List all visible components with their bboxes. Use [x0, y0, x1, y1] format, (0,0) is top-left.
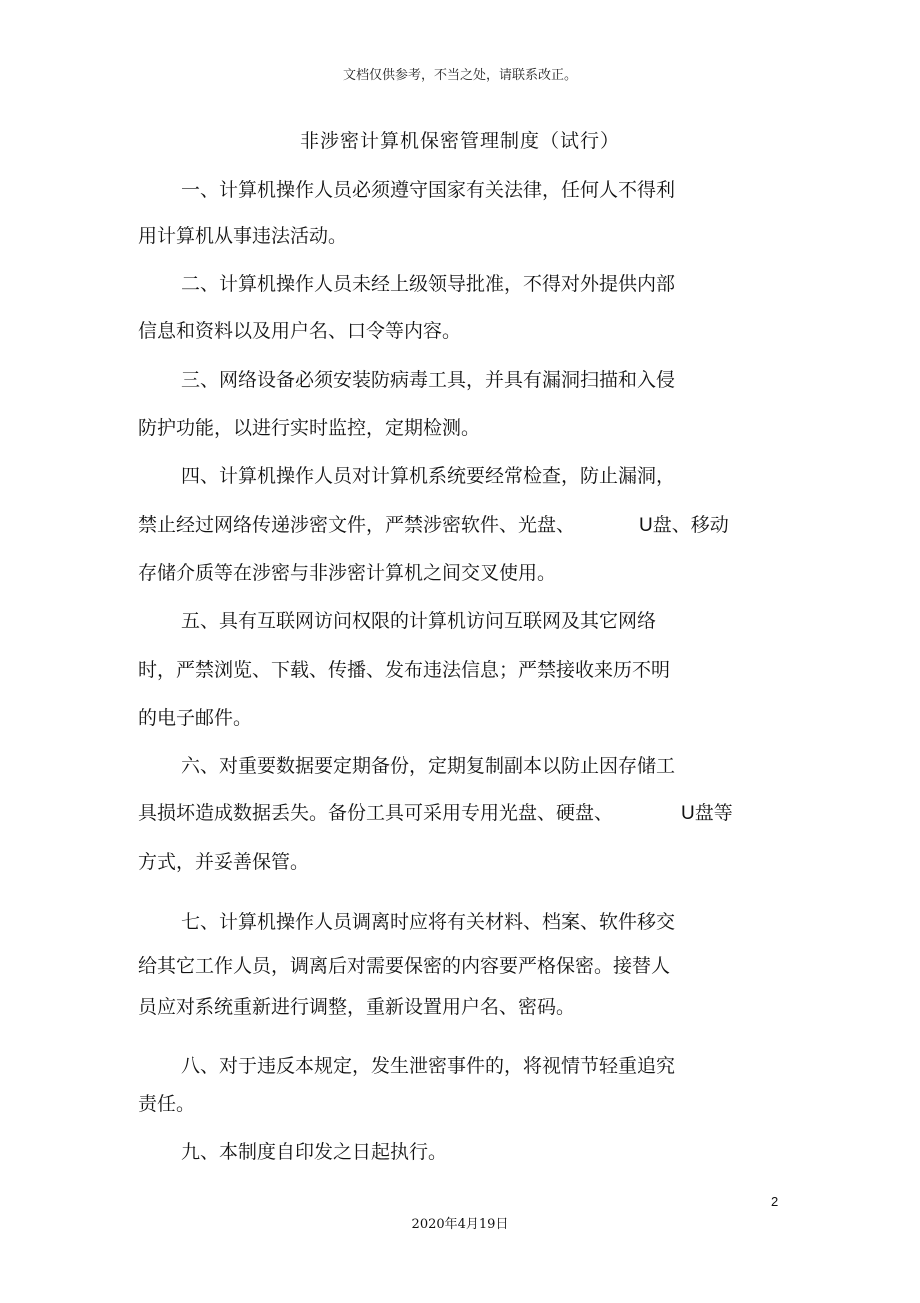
line-text-latin: U	[681, 803, 695, 824]
document-title: 非涉密计算机保密管理制度（试行）	[299, 130, 620, 152]
paragraph-line: 责任。	[138, 1093, 196, 1115]
paragraph-line: 四、计算机操作人员对计算机系统要经常检查，防止漏洞，	[181, 465, 676, 487]
paragraph-line: 防护功能，以进行实时监控，定期检测。	[138, 417, 481, 439]
paragraph-line: 信息和资料以及用户名、口令等内容。	[138, 320, 462, 342]
line-text: 禁止经过网络传递涉密文件，严禁涉密软件、光盘、	[138, 514, 576, 536]
paragraph-line: 九、本制度自印发之日起执行。	[181, 1141, 448, 1163]
paragraph-line: 存储介质等在涉密与非涉密计算机之间交叉使用。	[138, 562, 557, 584]
paragraph-line	[138, 801, 733, 826]
paragraph-line: 的电子邮件。	[138, 707, 253, 729]
paragraph-line: 七、计算机操作人员调离时应将有关材料、档案、软件移交	[181, 911, 676, 933]
paragraph-line: 一、计算机操作人员必须遵守国家有关法律，任何人不得利	[181, 179, 676, 201]
paragraph-line	[138, 513, 729, 538]
line-text: 盘、移动	[652, 514, 729, 536]
paragraph-line: 用计算机从事违法活动。	[138, 225, 348, 247]
paragraph-line: 八、对于违反本规定，发生泄密事件的，将视情节轻重追究	[181, 1055, 676, 1077]
paragraph-line: 五、具有互联网访问权限的计算机访问互联网及其它网络	[181, 610, 657, 632]
paragraph-line: 给其它工作人员，调离后对需要保密的内容要严格保密。接替人	[138, 955, 671, 977]
paragraph-line: 时，严禁浏览、下载、传播、发布违法信息；严禁接收来历不明	[138, 659, 671, 681]
page-number: 2	[771, 1194, 779, 1209]
paragraph-line: 二、计算机操作人员未经上级领导批准，不得对外提供内部	[181, 273, 676, 295]
line-text: 具损坏造成数据丢失。备份工具可采用专用光盘、硬盘、	[138, 802, 614, 824]
line-text: 盘等	[694, 802, 733, 824]
line-text-latin: U	[639, 515, 653, 536]
paragraph-line: 员应对系统重新进行调整，重新设置用户名、密码。	[138, 996, 576, 1018]
footer-date: 2020年4月19日	[411, 1217, 509, 1232]
paragraph-line: 六、对重要数据要定期备份，定期复制副本以防止因存储工	[181, 755, 676, 777]
paragraph-line: 三、网络设备必须安装防病毒工具，并具有漏洞扫描和入侵	[181, 369, 676, 391]
header-note: 文档仅供参考，不当之处，请联系改正。	[342, 68, 577, 83]
paragraph-line: 方式，并妥善保管。	[138, 851, 310, 873]
